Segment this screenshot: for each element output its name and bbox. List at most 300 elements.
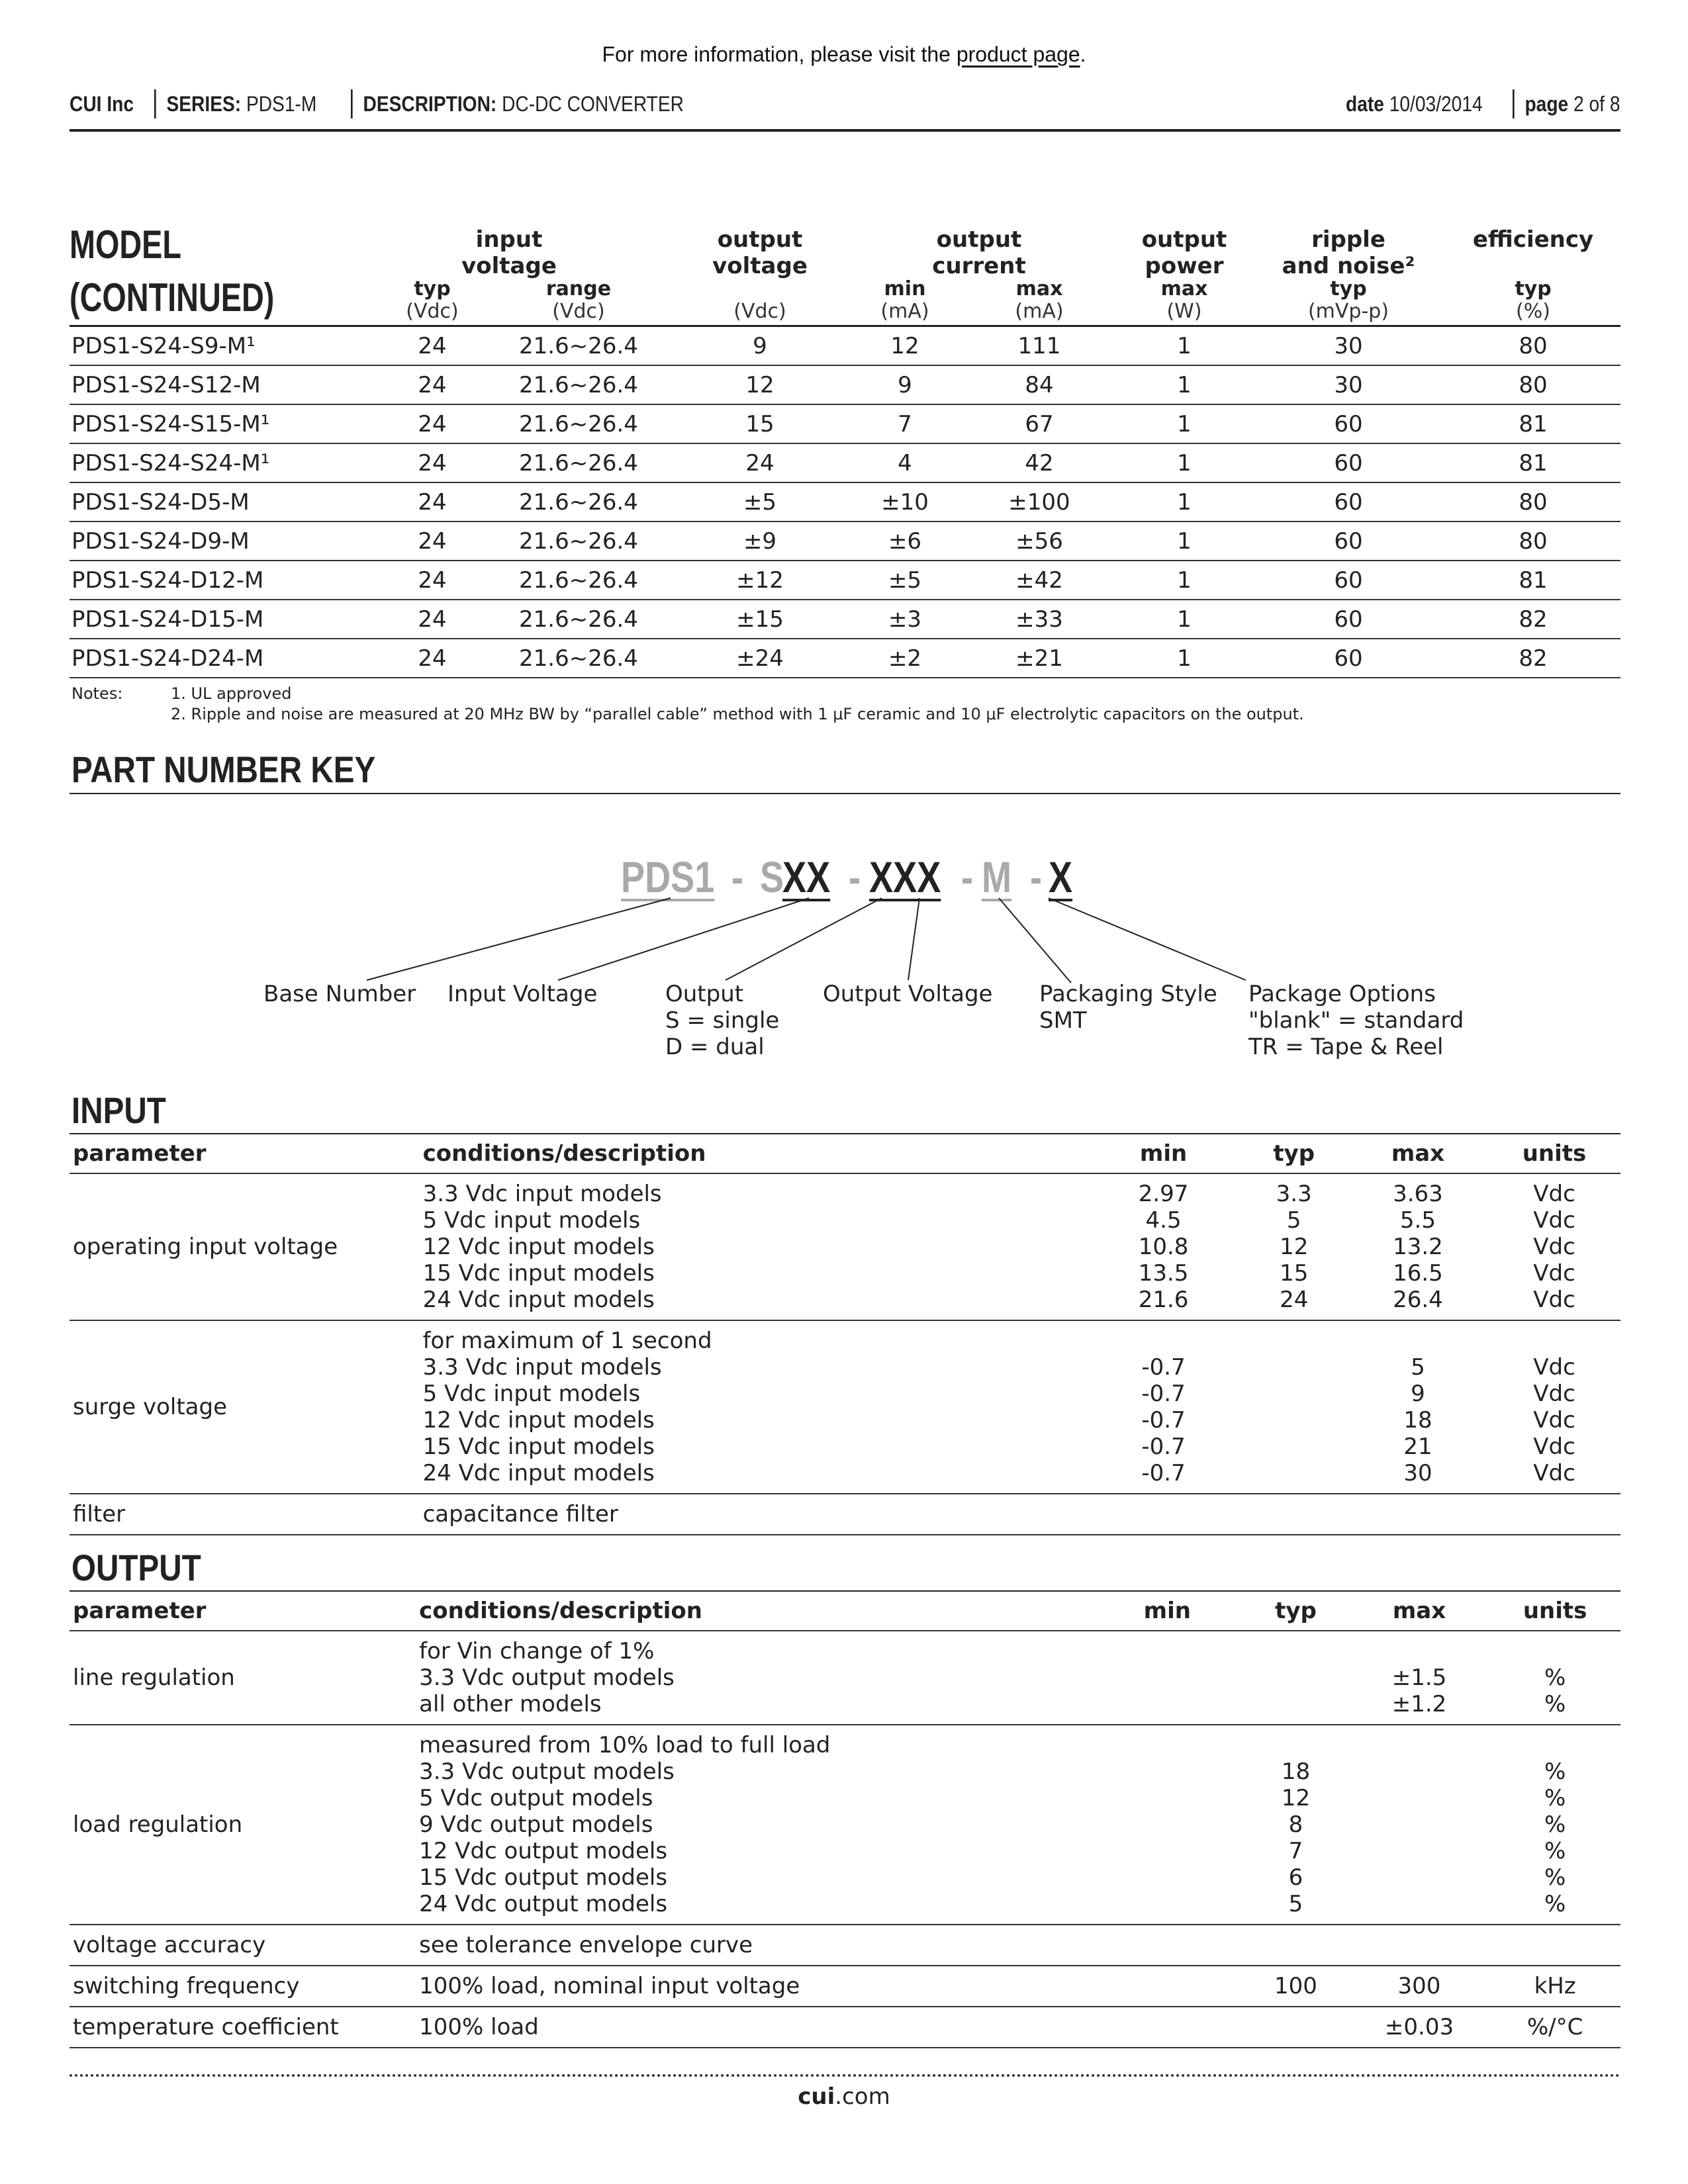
typ-value-cell	[1240, 1320, 1347, 1494]
table-cell: 60	[1334, 489, 1363, 516]
table-cell: 80	[1519, 372, 1548, 398]
table-cell: 24	[745, 450, 774, 477]
cell-line	[1349, 1838, 1490, 1864]
table-cell: ±56	[1015, 528, 1063, 555]
parameter-name: surge voltage	[70, 1320, 423, 1494]
model-name: PDS1-S24-D5-M	[71, 489, 250, 516]
company: CUI Inc	[70, 92, 134, 116]
cell-line: all other models	[419, 1691, 602, 1717]
cell-line: 300	[1397, 1973, 1441, 1999]
part-code-segment: X	[1049, 852, 1073, 901]
page-number: page 2 of 8	[1513, 89, 1630, 118]
table-cell: 81	[1519, 567, 1548, 594]
cell-line: %	[1544, 1811, 1566, 1838]
cell-line: 21.6	[1138, 1287, 1189, 1313]
cell-line: 16.5	[1393, 1260, 1443, 1287]
cell-line	[1092, 1932, 1243, 1958]
cell-line	[1349, 1891, 1490, 1917]
typ-value-cell	[1243, 1925, 1349, 1966]
cell-line	[1243, 1638, 1349, 1664]
subheader-label: typ	[414, 277, 451, 300]
cell-line: 12 Vdc input models	[422, 1407, 655, 1433]
cell-line	[1349, 1864, 1490, 1891]
conditions-cell	[423, 1320, 1087, 1494]
subheader-label: max	[1015, 277, 1063, 300]
subheader-label: min	[884, 277, 926, 300]
cell-line	[1092, 1838, 1243, 1864]
table-header-row	[70, 1592, 1620, 1631]
column-header: units	[1488, 1134, 1620, 1173]
cell-line	[1092, 1758, 1243, 1785]
column-header: max	[1348, 1134, 1488, 1173]
conditions-cell	[419, 1631, 1092, 1725]
table-cell: 24	[418, 333, 447, 359]
column-header: conditions/description	[423, 1134, 1087, 1173]
cell-line	[1240, 1501, 1347, 1527]
units-cell	[1488, 1494, 1620, 1535]
cell-line	[1349, 1811, 1490, 1838]
cell-line	[1349, 1732, 1490, 1758]
cell-line: 5	[1288, 1891, 1303, 1917]
cell-line: 5.5	[1399, 1207, 1436, 1234]
cell-line: -0.7	[1141, 1354, 1186, 1381]
model-name: PDS1-S24-D24-M	[71, 645, 264, 672]
table-cell: ±15	[736, 606, 784, 633]
cell-line: Vdc	[1533, 1407, 1575, 1433]
subheader-label: typ	[1515, 277, 1552, 300]
cell-line: 15 Vdc output models	[419, 1864, 668, 1891]
header-line: efficiency	[1472, 226, 1594, 253]
header-line: and noise²	[1282, 253, 1415, 279]
cell-line: 12 Vdc input models	[422, 1234, 655, 1260]
subheader-unit: (Vdc)	[406, 300, 459, 323]
cell-line: %	[1544, 1838, 1566, 1864]
units-cell	[1489, 1966, 1620, 2007]
subheader-label: max	[1160, 277, 1208, 300]
cell-line: 3.63	[1393, 1181, 1443, 1207]
part-code-segment: -	[961, 852, 974, 901]
column-header: min	[1087, 1134, 1241, 1173]
table-cell: 60	[1334, 411, 1363, 437]
cell-line	[1243, 2014, 1349, 2040]
table-cell: 1	[1177, 489, 1192, 516]
cell-line: 6	[1288, 1864, 1303, 1891]
cell-line: -0.7	[1141, 1407, 1186, 1433]
conditions-cell	[423, 1494, 1087, 1535]
cell-line: %/°C	[1526, 2014, 1583, 2040]
cell-line: 18	[1403, 1407, 1432, 1433]
units-cell	[1489, 1925, 1620, 1966]
table-cell: 24	[418, 450, 447, 477]
table-cell: 24	[418, 567, 447, 594]
cell-line	[1240, 1433, 1347, 1460]
series: SERIES: PDS1-M	[154, 89, 327, 118]
table-row	[70, 1320, 1620, 1494]
cell-line: 12	[1280, 1234, 1309, 1260]
table-row	[70, 1631, 1620, 1725]
conditions-cell	[419, 1966, 1092, 2007]
subheader-unit: (%)	[1516, 300, 1550, 323]
label-line: Packaging Style	[1039, 981, 1217, 1007]
part-code-segment: XX	[782, 852, 831, 901]
cell-line: Vdc	[1533, 1260, 1575, 1287]
table-cell: 21.6~26.4	[519, 606, 638, 633]
label-line: Base Number	[263, 981, 416, 1007]
footer-website[interactable]: cui.com	[798, 2083, 890, 2110]
table-cell: 24	[418, 528, 447, 555]
cell-line: Vdc	[1533, 1354, 1575, 1381]
column-header: typ	[1243, 1592, 1349, 1631]
cell-line	[1240, 1328, 1347, 1354]
cell-line: 15 Vdc input models	[422, 1260, 655, 1287]
header-line: current	[932, 253, 1026, 279]
units-cell	[1489, 2007, 1620, 2048]
label-line: Package Options	[1248, 981, 1436, 1007]
cell-line: capacitance filter	[422, 1501, 618, 1527]
part-code-segment: M	[982, 852, 1012, 901]
table-cell: 4	[898, 450, 912, 477]
units-cell	[1488, 1320, 1620, 1494]
description: DESCRIPTION: DC-DC CONVERTER	[351, 89, 694, 118]
column-header: units	[1489, 1592, 1620, 1631]
cell-line	[1092, 1811, 1243, 1838]
column-header: parameter	[70, 1592, 419, 1631]
cell-line: 24 Vdc input models	[422, 1287, 655, 1313]
cell-line	[1349, 1638, 1490, 1664]
units-cell	[1489, 1725, 1620, 1925]
cell-line	[1092, 1638, 1243, 1664]
header-line: input	[475, 226, 543, 253]
max-value-cell	[1349, 1925, 1490, 1966]
cell-line: 24 Vdc output models	[419, 1891, 668, 1917]
cell-line: 3.3	[1276, 1181, 1312, 1207]
max-value-cell	[1349, 1631, 1490, 1725]
min-value-cell	[1092, 1725, 1243, 1925]
units-cell	[1489, 1631, 1620, 1725]
cell-line: 100% load, nominal input voltage	[419, 1973, 800, 1999]
table-cell: 1	[1177, 645, 1192, 672]
parameter-name: operating input voltage	[70, 1173, 423, 1320]
header-line: ripple	[1311, 226, 1385, 253]
cell-line	[1087, 1328, 1241, 1354]
table-cell: 24	[418, 489, 447, 516]
cell-line	[1092, 1891, 1243, 1917]
table-cell: 15	[745, 411, 774, 437]
max-value-cell	[1349, 1725, 1490, 1925]
cell-line	[1488, 1328, 1620, 1354]
table-cell: ±33	[1015, 606, 1063, 633]
cell-line: ±1.5	[1391, 1664, 1447, 1691]
cell-line: Vdc	[1533, 1381, 1575, 1407]
cell-line: Vdc	[1533, 1460, 1575, 1486]
label-line: S = single	[665, 1007, 780, 1034]
cell-line	[1349, 1758, 1490, 1785]
cell-line: 3.3 Vdc input models	[422, 1354, 662, 1381]
typ-value-cell	[1243, 2007, 1349, 2048]
cell-line: 3.3 Vdc output models	[419, 1758, 675, 1785]
cell-line: 4.5	[1145, 1207, 1182, 1234]
table-cell: 80	[1519, 489, 1548, 516]
table-cell: 82	[1519, 606, 1548, 633]
cell-line: 9 Vdc output models	[419, 1811, 653, 1838]
table-row	[70, 1925, 1620, 1966]
parameter-name: voltage accuracy	[70, 1925, 419, 1966]
table-cell: 21.6~26.4	[519, 333, 638, 359]
cell-line	[1092, 2014, 1243, 2040]
table-cell: 12	[890, 333, 919, 359]
table-cell: 1	[1177, 372, 1192, 398]
table-cell: 1	[1177, 450, 1192, 477]
table-cell: 111	[1017, 333, 1061, 359]
top-note: For more information, please visit the product page.	[602, 42, 1086, 66]
cell-line: 13.2	[1393, 1234, 1443, 1260]
conditions-cell	[419, 2007, 1092, 2048]
max-value-cell	[1349, 1966, 1490, 2007]
part-code-segment: -	[1030, 852, 1043, 901]
cell-line: %	[1544, 1891, 1566, 1917]
subheader-unit: (mA)	[1015, 300, 1064, 323]
table-row	[70, 1173, 1620, 1320]
subheader-unit: (mVp-p)	[1307, 300, 1389, 323]
output-spec-table	[70, 1592, 1620, 2048]
input-spec-table	[70, 1134, 1620, 1535]
conditions-cell	[419, 1925, 1092, 1966]
label-line: "blank" = standard	[1248, 1007, 1464, 1034]
table-cell: 84	[1025, 372, 1054, 398]
table-cell: 21.6~26.4	[519, 528, 638, 555]
label-line: SMT	[1039, 1007, 1087, 1034]
table-cell: 24	[418, 372, 447, 398]
cell-line: ±1.2	[1391, 1691, 1447, 1717]
part-key-leader-lines	[0, 0, 1688, 1059]
conditions-cell	[419, 1725, 1092, 1925]
table-cell: 81	[1519, 411, 1548, 437]
min-value-cell	[1092, 1966, 1243, 2007]
table-cell: 1	[1177, 333, 1192, 359]
table-cell: 9	[898, 372, 912, 398]
cell-line: %	[1544, 1758, 1566, 1785]
min-value-cell	[1092, 1925, 1243, 1966]
table-cell: 81	[1519, 450, 1548, 477]
label-line: D = dual	[665, 1034, 765, 1060]
cell-line: 30	[1403, 1460, 1432, 1486]
min-value-cell	[1087, 1173, 1241, 1320]
table-cell: ±10	[881, 489, 929, 516]
cell-line	[1489, 1932, 1620, 1958]
table-cell: ±24	[736, 645, 784, 672]
cell-line: 5	[1411, 1354, 1425, 1381]
cell-line: 18	[1281, 1758, 1311, 1785]
cell-line: -0.7	[1141, 1381, 1186, 1407]
column-header: max	[1349, 1592, 1490, 1631]
table-cell: ±12	[736, 567, 784, 594]
model-name: PDS1-S24-S24-M¹	[71, 450, 270, 477]
typ-value-cell	[1240, 1173, 1347, 1320]
cell-line: see tolerance envelope curve	[419, 1932, 753, 1958]
table-cell: 24	[418, 606, 447, 633]
model-name: PDS1-S24-D12-M	[71, 567, 264, 594]
input-title: INPUT	[71, 1089, 166, 1131]
cell-line	[1488, 1501, 1620, 1527]
output-title: OUTPUT	[71, 1547, 201, 1588]
cell-line	[1240, 1381, 1347, 1407]
table-cell: 67	[1025, 411, 1054, 437]
table-cell: 60	[1334, 450, 1363, 477]
subheader-unit: (Vdc)	[733, 300, 786, 323]
table-cell: 21.6~26.4	[519, 489, 638, 516]
label-line: Input Voltage	[447, 981, 598, 1007]
cell-line: Vdc	[1533, 1287, 1575, 1313]
table-cell: 30	[1334, 333, 1363, 359]
cell-line: 2.97	[1138, 1181, 1189, 1207]
table-cell: ±5	[743, 489, 777, 516]
header-line: output	[936, 226, 1022, 253]
model-name: PDS1-S24-S12-M	[71, 372, 261, 398]
part-code-segment: -	[731, 852, 744, 901]
table-cell: ±6	[888, 528, 922, 555]
cell-line: -0.7	[1141, 1433, 1186, 1460]
header-line: voltage	[712, 253, 808, 279]
table-row	[70, 2007, 1620, 2048]
cell-line: 15	[1280, 1260, 1309, 1287]
table-cell: ±3	[888, 606, 922, 633]
cell-line	[1243, 1664, 1349, 1691]
cell-line: 5 Vdc output models	[419, 1785, 653, 1811]
part-code-segment: PDS1	[621, 852, 715, 901]
conditions-cell	[423, 1173, 1087, 1320]
date: date 10/03/2014	[1345, 92, 1483, 116]
subheader-label: typ	[1330, 277, 1367, 300]
cell-line: %	[1544, 1785, 1566, 1811]
cell-line	[1489, 1638, 1620, 1664]
cell-line: 24	[1280, 1287, 1309, 1313]
table-cell: 30	[1334, 372, 1363, 398]
header-line: voltage	[461, 253, 557, 279]
cell-line	[1243, 1691, 1349, 1717]
product-page-link[interactable]: product page	[956, 42, 1080, 66]
header-line: power	[1145, 253, 1224, 279]
parameter-name: filter	[70, 1494, 423, 1535]
cell-line	[1092, 1864, 1243, 1891]
table-cell: ±5	[888, 567, 922, 594]
cell-line: Vdc	[1533, 1181, 1575, 1207]
subheader-unit: (W)	[1166, 300, 1202, 323]
cell-line: ±0.03	[1384, 2014, 1454, 2040]
table-cell: 1	[1177, 411, 1192, 437]
max-value-cell	[1349, 2007, 1490, 2048]
header-line: output	[717, 226, 803, 253]
note-2: 2. Ripple and noise are measured at 20 MHz BW by “parallel cable” method with 1 μF ceramic and 10 μF electrolytic capacitors on the output.	[171, 705, 1304, 723]
cell-line: 10.8	[1138, 1234, 1189, 1260]
column-header: conditions/description	[419, 1592, 1092, 1631]
label-line: TR = Tape & Reel	[1248, 1034, 1444, 1060]
subheader-label: range	[545, 277, 612, 300]
model-name: PDS1-S24-D15-M	[71, 606, 264, 633]
typ-value-cell	[1243, 1631, 1349, 1725]
cell-line	[1240, 1460, 1347, 1486]
table-cell: 21.6~26.4	[519, 567, 638, 594]
min-value-cell	[1092, 1631, 1243, 1725]
cell-line	[1349, 1932, 1490, 1958]
cell-line: 24 Vdc input models	[422, 1460, 655, 1486]
model-title: MODEL (CONTINUED)	[70, 222, 275, 320]
cell-line: for Vin change of 1%	[419, 1638, 655, 1664]
cell-line	[1092, 1973, 1243, 1999]
cell-line	[1092, 1785, 1243, 1811]
cell-line	[1348, 1501, 1488, 1527]
column-header: typ	[1240, 1134, 1347, 1173]
footer-rule	[70, 2074, 1620, 2077]
cell-line: 7	[1288, 1838, 1303, 1864]
table-cell: 21.6~26.4	[519, 450, 638, 477]
cell-line	[1349, 1785, 1490, 1811]
cell-line: 5	[1286, 1207, 1301, 1234]
part-code-segment: XXX	[869, 852, 941, 901]
cell-line: 100	[1274, 1973, 1317, 1999]
note-1: 1. UL approved	[171, 684, 292, 703]
cell-line: Vdc	[1533, 1433, 1575, 1460]
table-cell: ±21	[1015, 645, 1063, 672]
cell-line: 9	[1411, 1381, 1425, 1407]
table-cell: 80	[1519, 528, 1548, 555]
table-cell: 42	[1025, 450, 1054, 477]
table-cell: ±42	[1015, 567, 1063, 594]
table-cell: 60	[1334, 567, 1363, 594]
part-code-segment: S	[760, 852, 784, 901]
cell-line: measured from 10% load to full load	[419, 1732, 831, 1758]
cell-line: for maximum of 1 second	[422, 1328, 712, 1354]
column-header: min	[1092, 1592, 1243, 1631]
cell-line: 3.3 Vdc input models	[422, 1181, 662, 1207]
parameter-name: line regulation	[70, 1631, 419, 1725]
table-row	[70, 1966, 1620, 2007]
cell-line: 12	[1281, 1785, 1311, 1811]
table-cell: 21.6~26.4	[519, 645, 638, 672]
cell-line	[1243, 1932, 1349, 1958]
table-cell: 1	[1177, 567, 1192, 594]
cell-line	[1240, 1407, 1347, 1433]
part-code-segment: -	[849, 852, 861, 901]
cell-line: 5 Vdc input models	[422, 1381, 641, 1407]
parameter-name: temperature coefficient	[70, 2007, 419, 2048]
cell-line	[1489, 1732, 1620, 1758]
cell-line: 13.5	[1138, 1260, 1189, 1287]
table-cell: 1	[1177, 528, 1192, 555]
label-line: Output	[665, 981, 744, 1007]
table-cell: 1	[1177, 606, 1192, 633]
table-cell: 82	[1519, 645, 1548, 672]
typ-value-cell	[1243, 1966, 1349, 2007]
model-name: PDS1-S24-D9-M	[71, 528, 250, 555]
table-cell: 60	[1334, 645, 1363, 672]
cell-line: 26.4	[1393, 1287, 1443, 1313]
table-row	[70, 1725, 1620, 1925]
cell-line: 5 Vdc input models	[422, 1207, 641, 1234]
table-cell: 12	[745, 372, 774, 398]
cell-line: kHz	[1534, 1973, 1576, 1999]
model-name: PDS1-S24-S15-M¹	[71, 411, 270, 437]
table-cell: ±9	[743, 528, 777, 555]
model-name: PDS1-S24-S9-M¹	[71, 333, 256, 359]
min-value-cell	[1087, 1494, 1241, 1535]
table-cell: 21.6~26.4	[519, 372, 638, 398]
table-cell: 24	[418, 645, 447, 672]
table-cell: 60	[1334, 606, 1363, 633]
cell-line	[1087, 1501, 1241, 1527]
parameter-name: load regulation	[70, 1725, 419, 1925]
cell-line: 8	[1288, 1811, 1303, 1838]
cell-line: 15 Vdc input models	[422, 1433, 655, 1460]
